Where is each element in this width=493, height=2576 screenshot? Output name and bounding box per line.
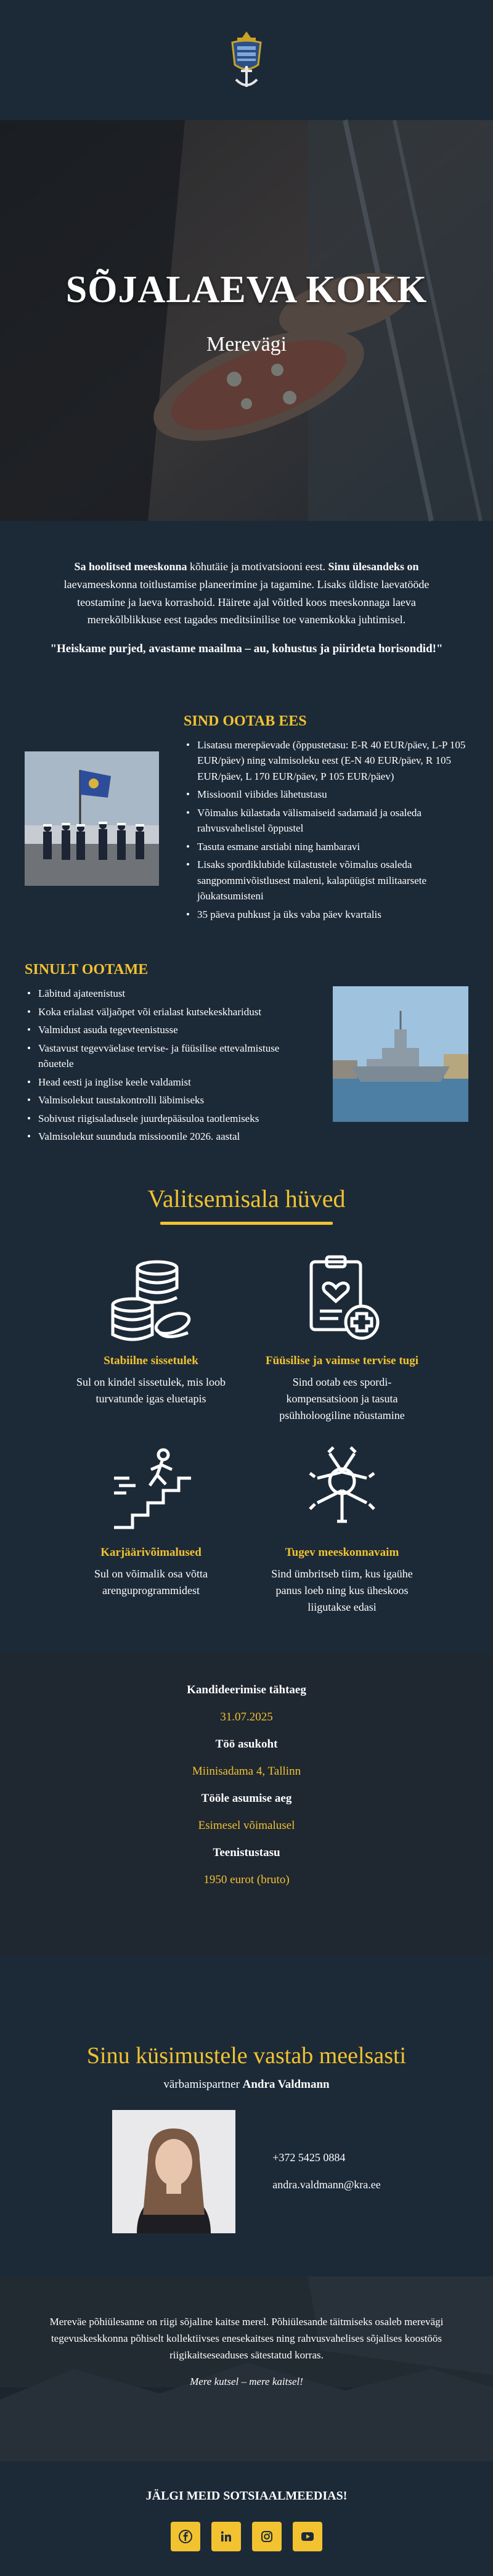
parade-photo <box>25 751 159 886</box>
hero-title: SÕJALAEVA KOKK <box>65 269 428 311</box>
mission-motto: Mere kutsel – mere kaitsel! <box>190 2376 303 2388</box>
intro-section <box>0 521 493 701</box>
list-item: • Lisatasu merepäevade (õppustetasu: E-R 40 EUR/päev, L-P 105 EUR/päev) ning valmisoleku eest (E-N 40 EUR/päev, R 105 EUR/päev, L 170 EUR/päev, P 105 EUR/päev) <box>184 737 468 785</box>
instagram-icon[interactable] <box>252 2522 282 2551</box>
intro-text-1: kõhutäie ja motivatsiooni eest. <box>187 560 328 573</box>
list-item: • Valmisolekut taustakontrolli läbimiseks <box>25 1092 314 1108</box>
location-label: Töö asukoht <box>215 1737 278 1751</box>
benefit-card <box>62 1249 240 1424</box>
list-item: • Lisaks spordiklubide külastustele võimalus osaleda sangpommivõistlusest maleni, kalapüügist militaarsete jõukatsumisteni <box>184 857 468 904</box>
hero-subtitle: Merevägi <box>206 333 287 356</box>
start-label: Tööle asumise aeg <box>201 1791 292 1805</box>
contact-name: Andra Valdmann <box>242 2077 330 2091</box>
contact-row <box>25 2110 468 2233</box>
youtube-icon[interactable] <box>293 2522 322 2551</box>
location-value: Miinisadama 4, Tallinn <box>192 1764 301 1778</box>
logo-bar <box>0 0 493 120</box>
benefit-text: Sind ootab ees spordi-kompensatsioon ja tasuta psühholoogiline nõustamine <box>279 1375 405 1421</box>
benefits-title: Valitsemisala hüved <box>147 1184 346 1212</box>
facebook-icon[interactable] <box>171 2522 200 2551</box>
list-item: • Võimalus külastada välismaiseid sadamaid ja osaleda rahvusvahelistel õppustel <box>184 805 468 836</box>
benefit-title: Füüsilise ja vaimse tervise tugi <box>265 1354 419 1367</box>
mission-text: Mereväe põhiülesanne on riigi sõjaline kaitse merel. Põhiülesande täitmiseks osaleb merevägi tegevuskeskkonna põhiselt kollektiivses enesekaitses ning rahvusvahelises sõjalises koostöös riigikaitseseaduses sätestatud korras. <box>49 2315 444 2361</box>
benefits-section <box>0 1172 493 1640</box>
social-section <box>0 2461 493 2576</box>
deadline-label: Kandideerimise tähtaeg <box>187 1683 306 1696</box>
social-icons <box>25 2522 468 2551</box>
job-details-section <box>0 1653 493 1956</box>
offer-section <box>0 701 493 950</box>
list-item: • Tasuta esmane arstiabi ning hambaravi <box>184 839 468 855</box>
social-title: JÄLGI MEID SOTSIAALMEEDIAS! <box>145 2488 348 2503</box>
list-item: • Valmidust asuda tegevteenistusse <box>25 1022 314 1038</box>
mission-text-block <box>37 2313 456 2390</box>
coins-icon <box>102 1249 200 1348</box>
benefit-text: Sul on võimalik osa võtta arenguprogrammidest <box>94 1567 208 1597</box>
team-hands-icon <box>293 1441 391 1540</box>
career-stairs-icon <box>102 1441 200 1540</box>
requirements-section <box>0 949 493 1172</box>
navy-ship-photo <box>333 986 468 1122</box>
mission-banner <box>0 2276 493 2461</box>
salary-label: Teenistustasu <box>213 1846 280 1859</box>
list-item: • Vastavust tegevväelase tervise- ja füüsilise ettevalmistuse nõuetele <box>25 1041 314 1072</box>
hero-overlay <box>0 120 493 521</box>
deadline-value: 31.07.2025 <box>220 1710 273 1723</box>
benefit-text: Sul on kindel sissetulek, mis loob turvatunde igas eluetapis <box>76 1375 226 1405</box>
list-item: • Head eesti ja inglise keele valdamist <box>25 1074 314 1090</box>
offer-content <box>184 713 468 925</box>
contact-role-text: värbamispartner <box>163 2077 243 2091</box>
recruiter-photo <box>112 2110 235 2233</box>
benefits-grid <box>25 1249 468 1616</box>
navy-emblem-logo <box>219 27 274 94</box>
intro-bold-2: Sinu ülesandeks on <box>328 560 419 573</box>
contact-section <box>0 1956 493 2258</box>
intro-bold-1: Sa hoolitsed meeskonna <box>74 560 187 573</box>
requirements-title: SINULT OOTAME <box>25 962 149 978</box>
start-value: Esimesel võimalusel <box>198 1818 295 1832</box>
list-item: • Sobivust riigisaladusele juurdepääsuloa taotlemiseks <box>25 1111 314 1127</box>
list-item: • Läbitud ajateenistust <box>25 986 314 1002</box>
intro-paragraph <box>49 558 444 629</box>
benefit-title: Tugev meeskonnavaim <box>285 1545 399 1559</box>
salary-value: 1950 eurot (bruto) <box>203 1873 290 1886</box>
requirements-list <box>25 986 314 1145</box>
offer-title: SIND OOTAB EES <box>184 713 307 729</box>
linkedin-icon[interactable] <box>211 2522 241 2551</box>
intro-text-2: laevameeskonna toitlustamise planeerimine ja tagamine. Lisaks üldiste laevatööde teostamine ja laeva korrashoid. Häirete ajal võitled koos meeskonnaga laeva merekõlblikkuse eest tagades meditsiinilise toe vanemkokka juhtimisel. <box>63 578 430 626</box>
benefit-card <box>253 1249 431 1424</box>
requirements-content <box>25 962 333 1147</box>
list-item: • 35 päeva puhkust ja üks vaba päev kvartalis <box>184 907 468 923</box>
hero-banner <box>0 120 493 521</box>
benefit-text: Sind ümbritseb tiim, kus igaühe panus loeb ning kus üheskoos liigutakse edasi <box>271 1567 413 1613</box>
contact-info <box>272 2145 381 2198</box>
contact-phone[interactable]: +372 5425 0884 <box>272 2151 346 2164</box>
title-underline <box>160 1222 333 1225</box>
contact-title: Sinu küsimustele vastab meelsasti <box>86 2042 407 2069</box>
benefit-card <box>62 1441 240 1616</box>
intro-quote: "Heiskame purjed, avastame maailma – au, kohustus ja piirideta horisondid!" <box>50 642 443 656</box>
benefit-title: Karjäärivõimalused <box>100 1545 202 1559</box>
list-item: • Valmisolekut suunduda missioonile 2026. aastal <box>25 1129 314 1145</box>
health-clipboard-icon <box>293 1249 391 1348</box>
list-item: • Missioonil viibides lähetustasu <box>184 787 468 803</box>
benefit-title: Stabiilne sissetulek <box>104 1354 198 1367</box>
contact-email[interactable]: andra.valdmann@kra.ee <box>272 2178 381 2191</box>
offer-list <box>184 737 468 923</box>
benefit-card <box>253 1441 431 1616</box>
list-item: • Koka erialast väljaõpet või erialast kutsekeskharidust <box>25 1004 314 1020</box>
contact-role <box>25 2078 468 2091</box>
